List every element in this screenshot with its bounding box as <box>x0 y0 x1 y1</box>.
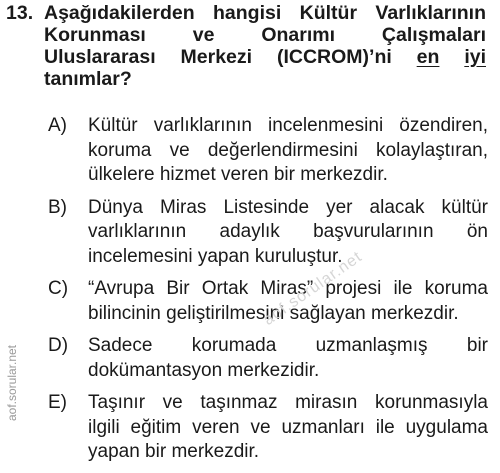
side-watermark: aof.sorular.net <box>5 344 19 422</box>
option-text-line: yapan bir merkezdir. <box>88 441 260 462</box>
option-text-line: ülkelere hizmet veren bir merkezdir. <box>88 164 388 185</box>
question-line-3 <box>44 46 486 68</box>
option-letter: B) <box>48 196 67 218</box>
option-letter: C) <box>48 278 69 299</box>
question-line-3-text: Uluslararası Merkezi (ICCROM)’ni <box>44 46 417 68</box>
question-text <box>44 2 486 90</box>
option-text-line: “Avrupa Bir Ortak Miras” projesi ile koruma <box>88 278 488 299</box>
option-text-line: Dünya Miras Listesinde yer alacak kültür <box>88 196 488 218</box>
option-text-line: ilgili eğitim veren ve uzmanları ile uygulama <box>88 416 488 438</box>
option-text-line: incelemesini yapan kuruluştur. <box>88 245 343 267</box>
question-line-4: tanımlar? <box>44 68 132 90</box>
option-e[interactable] <box>48 391 488 465</box>
option-text-line: dokümantasyon merkezidir. <box>88 359 320 381</box>
option-b[interactable] <box>48 196 488 270</box>
option-letter: D) <box>48 335 69 356</box>
option-d[interactable] <box>48 334 488 383</box>
option-text-line: varlıklarının adaylık başvurularının ön <box>88 221 488 242</box>
option-a[interactable] <box>48 114 488 188</box>
option-text-line: Taşınır ve taşınmaz mirasın korunmasıyla <box>88 392 488 413</box>
answer-options <box>48 114 488 473</box>
option-text-line: Sadece korumada uzmanlaşmış bir <box>88 335 488 356</box>
option-text-line: Kültür varlıklarının incelenmesini özendiren, <box>88 115 488 136</box>
option-letter: E) <box>48 392 67 413</box>
question-number: 13. <box>6 2 34 24</box>
question-line-2: Korunması ve Onarımı Çalışmaları <box>44 24 486 46</box>
emphasis-iyi: iyi <box>464 46 486 68</box>
center-watermark: aof.sorular.net <box>260 248 366 329</box>
question-line-1: Aşağıdakilerden hangisi Kültür Varlıklarının <box>44 2 486 24</box>
option-text-line: koruma ve değerlendirmesini kolaylaştıran, <box>88 139 488 161</box>
emphasis-en: en <box>416 46 440 68</box>
option-letter: A) <box>48 115 67 136</box>
option-text-line: bilincinin geliştirilmesini sağlayan merkezdir. <box>88 302 459 324</box>
